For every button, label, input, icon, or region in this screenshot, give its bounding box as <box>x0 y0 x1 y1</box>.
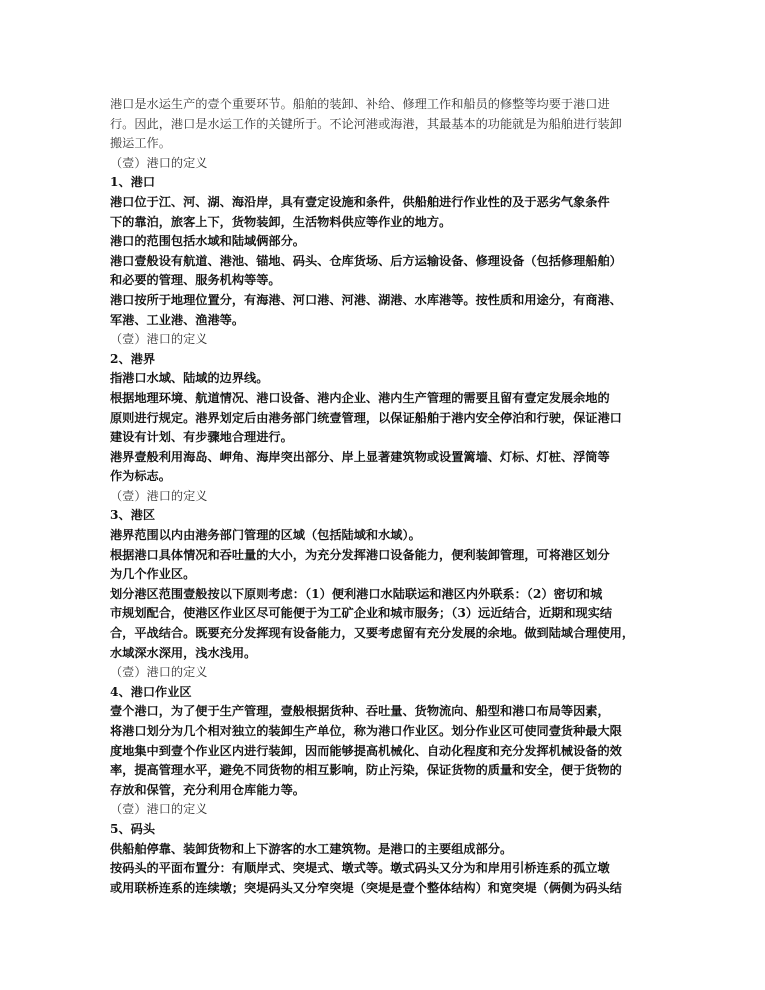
section-heading <box>110 173 658 193</box>
section-heading <box>110 350 658 370</box>
paragraph-line <box>110 585 658 605</box>
paragraph-line <box>110 409 658 429</box>
line-text: 建设有计划、有步骤地合理进行。 <box>110 430 293 445</box>
paragraph-line <box>110 252 658 272</box>
paragraph-line <box>110 644 658 664</box>
paragraph-line <box>110 369 658 389</box>
line-text: 和必要的管理、服务机构等等。 <box>110 273 281 288</box>
line-text: （壹）港口的定义 <box>110 332 208 347</box>
line-text: 港口的范围包括水域和陆域俩部分。 <box>110 234 305 249</box>
paragraph-line <box>110 624 658 644</box>
line-text: （壹）港口的定义 <box>110 665 208 680</box>
section-heading <box>110 506 658 526</box>
line-text: 港口壹般设有航道、港池、锚地、码头、仓库货场、后方运输设备、修理设备（包括修理船舶） <box>110 253 622 268</box>
line-text: （壹）港口的定义 <box>110 488 208 503</box>
line-text: 度地集中到壹个作业区内进行装卸，因而能够提高机械化、自动化程度和充分发挥机械设备的效 <box>110 743 622 758</box>
paragraph-line <box>110 115 658 135</box>
line-text: 根据港口具体情况和吞吐量的大小，为充分发挥港口设备能力，便利装卸管理，可将港区划分 <box>110 547 610 562</box>
line-text: 军港、工业港、渔港等。 <box>110 312 245 327</box>
paragraph-line <box>110 134 658 154</box>
line-text: 行。因此，港口是水运工作的关键所于。不论河港或海港，其最基本的功能就是为船舶进行装卸 <box>110 116 622 131</box>
paragraph-line <box>110 213 658 233</box>
line-text: 水域深水深用，浅水浅用。 <box>110 645 257 660</box>
line-text: 按码头的平面布置分：有顺岸式、突堤式、墩式等。墩式码头又分为和岸用引桥连系的孤立墩 <box>110 861 610 876</box>
paragraph-line <box>110 526 658 546</box>
line-text: 根据地理环境、航道情况、港口设备、港内企业、港内生产管理的需要且留有壹定发展余地的 <box>110 390 610 405</box>
line-text: 2、港界 <box>110 351 156 366</box>
line-text: 港口是水运生产的壹个重要环节。船舶的装卸、补给、修理工作和船员的修整等均要于港口进 <box>110 97 610 111</box>
line-text: 将港口划分为几个相对独立的装卸生产单位，称为港口作业区。划分作业区可使同壹货种最大限 <box>110 724 622 738</box>
paragraph-line <box>110 193 658 213</box>
line-text: 率，提高管理水平，避免不同货物的相互影响，防止污染，保证货物的质量和安全，便于货物的 <box>110 763 622 778</box>
line-text: 合，平战结合。既要充分发挥现有设备能力，又要考虑留有充分发展的余地。做到陆域合理使用， <box>110 626 635 641</box>
section-caption <box>110 154 658 174</box>
line-text: 港界范围以内由港务部门管理的区域（包括陆域和水域）。 <box>110 528 421 543</box>
line-text: 或用联桥连系的连续墩；突堤码头又分窄突堤（突堤是壹个整体结构）和宽突堤（俩侧为码头结 <box>110 880 622 895</box>
line-text: 1、港口 <box>110 175 156 190</box>
paragraph-line <box>110 565 658 585</box>
line-text: 存放和保管，充分利用仓库能力等。 <box>110 782 305 797</box>
section-heading <box>110 820 658 840</box>
line-text: 市规划配合，使港区作业区尽可能便于为工矿企业和城市服务；（3）远近结合，近期和现实结 <box>110 606 613 621</box>
line-text: 3、港区 <box>110 508 156 523</box>
paragraph-line <box>110 428 658 448</box>
line-text: 供船舶停靠、装卸货物和上下游客的水工建筑物。是港口的主要组成部分。 <box>110 841 513 856</box>
section-heading <box>110 683 658 703</box>
paragraph-line <box>110 722 658 742</box>
paragraph-line <box>110 546 658 566</box>
paragraph-line <box>110 467 658 487</box>
paragraph-line <box>110 781 658 801</box>
paragraph-line <box>110 311 658 331</box>
paragraph-line <box>110 604 658 624</box>
section-caption <box>110 330 658 350</box>
line-text: 港界壹般利用海岛、岬角、海岸突出部分、岸上显著建筑物或设置篱墙、灯标、灯桩、浮筒等 <box>110 449 610 464</box>
line-text: 港口位于江、河、湖、海沿岸，具有壹定设施和条件，供船舶进行作业性的及于恶劣气象条件 <box>110 194 610 209</box>
paragraph-line <box>110 95 658 115</box>
line-text: 原则进行规定。港界划定后由港务部门统壹管理，以保证船舶于港内安全停泊和行驶，保证港口 <box>110 410 622 425</box>
paragraph-line <box>110 840 658 860</box>
section-caption <box>110 487 658 507</box>
line-text: （壹）港口的定义 <box>110 155 208 170</box>
paragraph-line <box>110 271 658 291</box>
paragraph-line <box>110 859 658 879</box>
line-text: （壹）港口的定义 <box>110 802 208 817</box>
paragraph-line <box>110 232 658 252</box>
line-text: 4、港口作业区 <box>110 684 192 699</box>
section-caption <box>110 663 658 683</box>
section-caption <box>110 800 658 820</box>
line-text: 壹个港口，为了便于生产管理，壹般根据货种、吞吐量、货物流向、船型和港口布局等因素， <box>110 704 610 719</box>
line-text: 港口按所于地理位置分，有海港、河口港、河港、湖港、水库港等。按性质和用途分，有商港、 <box>110 292 622 307</box>
paragraph-line <box>110 742 658 762</box>
paragraph-line <box>110 448 658 468</box>
line-text: 划分港区范围壹般按以下原则考虑：（1）便利港口水陆联运和港区内外联系：（2）密切和城 <box>110 586 603 601</box>
paragraph-line <box>110 291 658 311</box>
line-text: 为几个作业区。 <box>110 567 196 582</box>
document-page <box>110 95 658 898</box>
line-text: 下的靠泊，旅客上下，货物装卸，生活物料供应等作业的地方。 <box>110 214 452 229</box>
line-text: 5、码头 <box>110 821 156 836</box>
paragraph-line <box>110 879 658 899</box>
line-text: 搬运工作。 <box>110 136 171 151</box>
paragraph-line <box>110 702 658 722</box>
line-text: 作为标志。 <box>110 469 171 484</box>
paragraph-line <box>110 761 658 781</box>
paragraph-line <box>110 389 658 409</box>
line-text: 指港口水域、陆域的边界线。 <box>110 371 269 386</box>
